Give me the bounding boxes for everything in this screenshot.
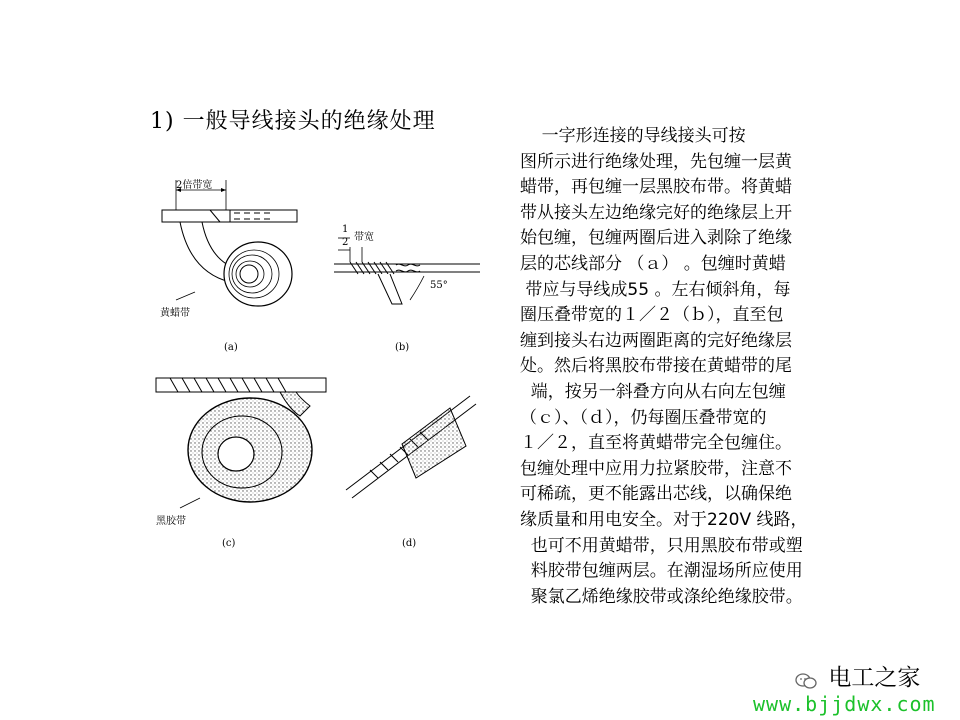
figure-c-drawing	[150, 370, 330, 555]
body-line: 带从接头左边绝缘完好的绝缘层上开	[520, 202, 792, 223]
figure-d	[340, 390, 480, 555]
figure-d-caption: (d)	[402, 538, 417, 549]
figure-b-width-label: 带宽	[354, 232, 374, 243]
watermark-url: www.bjjdwx.com	[753, 692, 936, 716]
body-line: 也可不用黄蜡带，只用黑胶布带或塑	[520, 535, 803, 556]
body-line: １／２，直至将黄蜡带完全包缠住。	[520, 433, 792, 454]
body-line: （ｃ）、（ｄ），仍每圈压叠带宽的	[520, 407, 767, 428]
figure-a-caption: (a)	[224, 342, 238, 353]
figure-b	[330, 222, 490, 357]
figure-c	[150, 370, 330, 555]
body-line: 图所示进行绝缘处理，先包缠一层黄	[520, 151, 792, 172]
figure-b-caption: (b)	[395, 342, 410, 353]
page-title: 1) 一般导线接头的绝缘处理	[150, 109, 436, 134]
figure-b-fraction-den: 2	[342, 237, 349, 248]
body-line: 包缠处理中应用力拉紧胶带，注意不	[520, 458, 792, 479]
body-line: 聚氯乙烯绝缘胶带或涤纶绝缘胶带。	[520, 586, 803, 607]
figure-c-tape-label: 黑胶带	[156, 516, 186, 527]
watermark-brand-text: 电工之家	[828, 665, 921, 691]
body-line: 端，按另一斜叠方向从右向左包缠	[520, 381, 786, 402]
figure-b-fraction-num: 1	[342, 224, 349, 235]
figure-a	[150, 172, 310, 357]
figure-b-angle-label: 55°	[430, 280, 448, 291]
wechat-icon	[795, 670, 817, 688]
figure-a-tape-label: 黄蜡带	[160, 308, 190, 319]
figure-a-width-label: 2倍带宽	[176, 180, 213, 191]
body-line: 层的芯线部分 （ａ） 。包缠时黄蜡	[520, 253, 786, 274]
body-line: 可稀疏，更不能露出芯线，以确保绝	[520, 484, 792, 505]
body-line: 带应与导线成55 。左右倾斜角，每	[520, 279, 791, 300]
body-line: 蜡带，再包缠一层黑胶布带。将黄蜡	[520, 177, 792, 198]
figure-c-caption: (c)	[222, 538, 236, 549]
body-line: 圈压叠带宽的１／２（ｂ），直至包	[520, 305, 784, 326]
body-text	[520, 124, 880, 610]
body-line: 处。然后将黑胶布带接在黄蜡带的尾	[520, 356, 792, 377]
body-line: 料胶带包缠两层。在潮湿场所应使用	[520, 561, 803, 582]
figure-a-drawing	[150, 172, 310, 357]
figure-d-drawing	[340, 390, 480, 555]
watermark-brand	[795, 659, 920, 692]
body-line: 始包缠，包缠两圈后进入剥除了绝缘	[520, 228, 792, 249]
body-line: 一字形连接的导线接头可按	[520, 126, 746, 146]
body-line: 缠到接头右边两圈距离的完好绝缘层	[520, 330, 792, 351]
body-line: 缘质量和用电安全。对于220V 线路，	[520, 509, 808, 530]
